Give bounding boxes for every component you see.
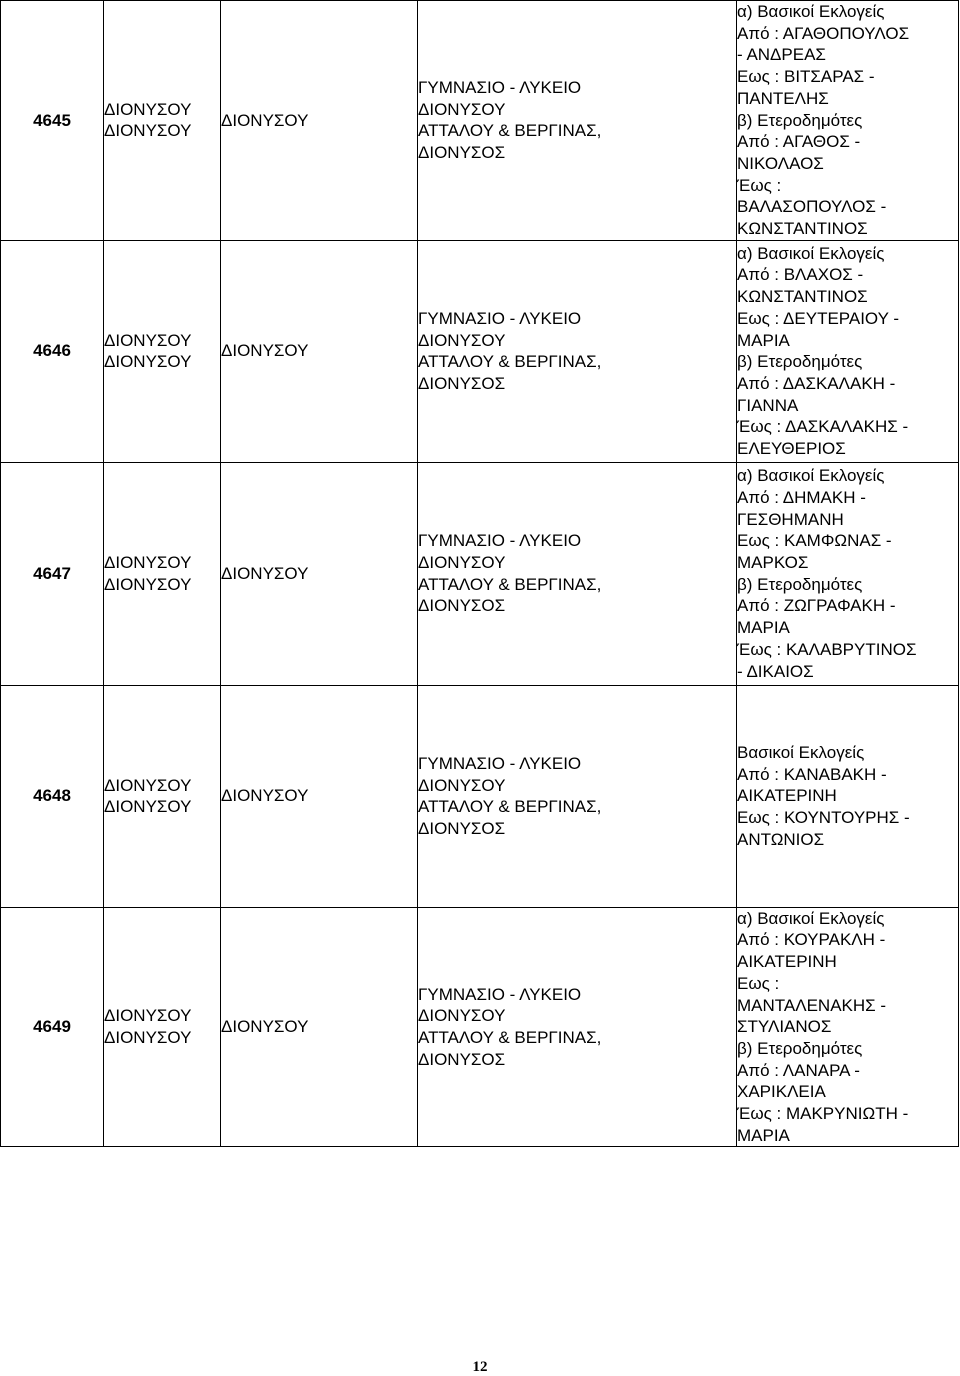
voter-range-cell-line: β) Ετεροδημότες bbox=[737, 352, 863, 372]
voter-range-cell bbox=[737, 907, 959, 1147]
voter-range-cell-line: α) Βασικοί Εκλογείς bbox=[737, 908, 885, 928]
school-address-cell-line: ΔΙΟΝΥΣΟΥ bbox=[418, 330, 506, 350]
municipal-unit-cell: ΔΙΟΝΥΣΟΥ bbox=[221, 240, 418, 462]
voter-range-cell-line: Από : ΚΟΥΡΑΚΛΗ - bbox=[737, 930, 886, 950]
voter-range-cell-line: Εως : ΚΑΜΦΩΝΑΣ - bbox=[737, 531, 892, 551]
voter-range-cell-line: α) Βασικοί Εκλογείς bbox=[737, 243, 885, 263]
school-address-cell bbox=[418, 240, 737, 462]
school-address-cell-line: ΔΙΟΝΥΣΟΥ bbox=[418, 1006, 506, 1026]
school-address-cell-line: ΔΙΟΝΥΣΟΣ bbox=[418, 143, 506, 163]
school-address-cell-line: ΑΤΤΑΛΟΥ & ΒΕΡΓΙΝΑΣ, bbox=[418, 121, 602, 141]
school-address-cell-line: ΓΥΜΝΑΣΙΟ - ΛΥΚΕΙΟ bbox=[418, 308, 582, 328]
voter-range-cell-line: ΠΑΝΤΕΛΗΣ bbox=[737, 88, 829, 108]
school-address-cell bbox=[418, 1, 737, 241]
voter-range-cell-line: β) Ετεροδημότες bbox=[737, 1038, 863, 1058]
voter-range-cell-line: Βασικοί Εκλογείς bbox=[737, 742, 865, 762]
voter-range-cell-line: ΜΑΡΚΟΣ bbox=[737, 553, 809, 573]
school-address-cell-line: ΔΙΟΝΥΣΟΣ bbox=[418, 1049, 506, 1069]
station-number: 4648 bbox=[1, 685, 104, 907]
table-row bbox=[1, 462, 959, 685]
school-address-cell-line: ΓΥΜΝΑΣΙΟ - ΛΥΚΕΙΟ bbox=[418, 77, 582, 97]
school-address-cell-line: ΔΙΟΝΥΣΟΣ bbox=[418, 596, 506, 616]
voter-range-cell-line: ΧΑΡΙΚΛΕΙΑ bbox=[737, 1082, 826, 1102]
voter-range-cell-line: - ΔΙΚΑΙΟΣ bbox=[737, 661, 814, 681]
station-number: 4647 bbox=[1, 462, 104, 685]
voter-range-cell-line: Από : ΔΑΣΚΑΛΑΚΗ - bbox=[737, 373, 896, 393]
school-address-cell-line: ΔΙΟΝΥΣΟΥ bbox=[418, 99, 506, 119]
voter-range-cell-line: α) Βασικοί Εκλογείς bbox=[737, 2, 885, 21]
voter-range-cell bbox=[737, 685, 959, 907]
voter-range-cell-line: ΒΑΛΑΣΟΠΟΥΛΟΣ - bbox=[737, 197, 887, 217]
table-row bbox=[1, 1, 959, 241]
voter-range-cell-line: Εως : ΚΟΥΝΤΟΥΡΗΣ - bbox=[737, 808, 910, 828]
voter-range-cell-line: Έως : bbox=[737, 175, 782, 195]
school-address-cell-line: ΔΙΟΝΥΣΟΣ bbox=[418, 818, 506, 838]
table-row bbox=[1, 685, 959, 907]
school-address-cell-line: ΓΥΜΝΑΣΙΟ - ΛΥΚΕΙΟ bbox=[418, 531, 582, 551]
station-number: 4646 bbox=[1, 240, 104, 462]
municipal-unit-cell: ΔΙΟΝΥΣΟΥ bbox=[221, 1, 418, 241]
municipality-cell-line: ΔΙΟΝΥΣΟΥ bbox=[104, 352, 192, 372]
voter-range-cell-line: ΕΛΕΥΘΕΡΙΟΣ bbox=[737, 439, 846, 459]
voter-range-cell-line: Από : ΑΓΑΘΟΠΟΥΛΟΣ bbox=[737, 23, 910, 43]
municipality-cell-line: ΔΙΟΝΥΣΟΥ bbox=[104, 775, 192, 795]
page-number: 12 bbox=[472, 1359, 488, 1375]
station-number: 4645 bbox=[1, 1, 104, 241]
voter-range-cell-line: α) Βασικοί Εκλογείς bbox=[737, 466, 885, 486]
school-address-cell-line: ΔΙΟΝΥΣΟΥ bbox=[418, 553, 506, 573]
municipality-cell-line: ΔΙΟΝΥΣΟΥ bbox=[104, 99, 192, 119]
voter-range-cell-line: Από : ΒΛΑΧΟΣ - bbox=[737, 265, 864, 285]
voter-range-cell bbox=[737, 240, 959, 462]
municipality-cell-line: ΔΙΟΝΥΣΟΥ bbox=[104, 1028, 192, 1048]
school-address-cell-line: ΓΥΜΝΑΣΙΟ - ΛΥΚΕΙΟ bbox=[418, 984, 582, 1004]
municipality-cell bbox=[104, 1, 221, 241]
school-address-cell-line: ΑΤΤΑΛΟΥ & ΒΕΡΓΙΝΑΣ, bbox=[418, 352, 602, 372]
voter-range-cell-line: ΑΙΚΑΤΕΡΙΝΗ bbox=[737, 952, 837, 972]
voter-range-cell-line: Εως : bbox=[737, 973, 780, 993]
voter-range-cell-line: Από : ΛΑΝΑΡΑ - bbox=[737, 1060, 860, 1080]
municipality-cell-line: ΔΙΟΝΥΣΟΥ bbox=[104, 1006, 192, 1026]
municipal-unit-cell: ΔΙΟΝΥΣΟΥ bbox=[221, 907, 418, 1147]
station-number: 4649 bbox=[1, 907, 104, 1147]
school-address-cell-line: ΑΤΤΑΛΟΥ & ΒΕΡΓΙΝΑΣ, bbox=[418, 797, 602, 817]
municipality-cell-line: ΔΙΟΝΥΣΟΥ bbox=[104, 574, 192, 594]
voter-range-cell-line: ΚΩΝΣΤΑΝΤΙΝΟΣ bbox=[737, 219, 868, 239]
voter-range-cell-line: Από : ΑΓΑΘΟΣ - bbox=[737, 132, 861, 152]
voter-range-cell-line: - ΑΝΔΡΕΑΣ bbox=[737, 45, 826, 65]
school-address-cell-line: ΔΙΟΝΥΣΟΥ bbox=[418, 775, 506, 795]
voter-range-cell-line: ΓΕΣΘΗΜΑΝΗ bbox=[737, 509, 844, 529]
voter-range-cell-line: ΜΑΡΙΑ bbox=[737, 330, 790, 350]
school-address-cell bbox=[418, 907, 737, 1147]
voter-range-cell-line: β) Ετεροδημότες bbox=[737, 574, 863, 594]
school-address-cell-line: ΔΙΟΝΥΣΟΣ bbox=[418, 373, 506, 393]
school-address-cell bbox=[418, 685, 737, 907]
municipality-cell bbox=[104, 685, 221, 907]
voter-range-cell-line: ΣΤΥΛΙΑΝΟΣ bbox=[737, 1017, 832, 1037]
municipality-cell-line: ΔΙΟΝΥΣΟΥ bbox=[104, 797, 192, 817]
voter-range-cell-line: Από : ΖΩΓΡΑΦΑΚΗ - bbox=[737, 596, 896, 616]
voter-range-cell bbox=[737, 1, 959, 241]
voter-range-cell-line: ΜΑΝΤΑΛΕΝΑΚΗΣ - bbox=[737, 995, 887, 1015]
voter-range-cell-line: Έως : ΜΑΚΡΥΝΙΩΤΗ - bbox=[737, 1104, 909, 1124]
voter-range-cell-line: Από : ΔΗΜΑΚΗ - bbox=[737, 487, 866, 507]
voter-range-cell-line: ΚΩΝΣΤΑΝΤΙΝΟΣ bbox=[737, 287, 868, 307]
school-address-cell-line: ΑΤΤΑΛΟΥ & ΒΕΡΓΙΝΑΣ, bbox=[418, 574, 602, 594]
school-address-cell-line: ΓΥΜΝΑΣΙΟ - ΛΥΚΕΙΟ bbox=[418, 753, 582, 773]
municipality-cell bbox=[104, 907, 221, 1147]
municipality-cell-line: ΔΙΟΝΥΣΟΥ bbox=[104, 121, 192, 141]
municipal-unit-cell: ΔΙΟΝΥΣΟΥ bbox=[221, 462, 418, 685]
voter-range-cell-line: Εως : ΒΙΤΣΑΡΑΣ - bbox=[737, 67, 875, 87]
voter-range-cell-line: ΑΙΚΑΤΕΡΙΝΗ bbox=[737, 786, 837, 806]
school-address-cell-line: ΑΤΤΑΛΟΥ & ΒΕΡΓΙΝΑΣ, bbox=[418, 1028, 602, 1048]
municipal-unit-cell: ΔΙΟΝΥΣΟΥ bbox=[221, 685, 418, 907]
school-address-cell bbox=[418, 462, 737, 685]
voter-range-cell-line: ΜΑΡΙΑ bbox=[737, 618, 790, 638]
municipality-cell bbox=[104, 240, 221, 462]
voter-range-cell bbox=[737, 462, 959, 685]
table-row bbox=[1, 240, 959, 462]
municipality-cell-line: ΔΙΟΝΥΣΟΥ bbox=[104, 330, 192, 350]
voter-range-cell-line: β) Ετεροδημότες bbox=[737, 110, 863, 130]
voter-range-cell-line: Έως : ΔΑΣΚΑΛΑΚΗΣ - bbox=[737, 417, 909, 437]
voter-range-cell-line: Εως : ΔΕΥΤΕΡΑΙΟΥ - bbox=[737, 308, 900, 328]
voter-range-cell-line: Έως : ΚΑΛΑΒΡΥΤΙΝΟΣ bbox=[737, 639, 917, 659]
voter-range-cell-line: Από : ΚΑΝΑΒΑΚΗ - bbox=[737, 764, 887, 784]
municipality-cell-line: ΔΙΟΝΥΣΟΥ bbox=[104, 553, 192, 573]
municipality-cell bbox=[104, 462, 221, 685]
voter-range-cell-line: ΑΝΤΩΝΙΟΣ bbox=[737, 829, 825, 849]
voter-range-cell-line: ΝΙΚΟΛΑΟΣ bbox=[737, 153, 824, 173]
voter-range-cell-line: ΓΙΑΝΝΑ bbox=[737, 395, 799, 415]
table-row bbox=[1, 907, 959, 1147]
table-body bbox=[1, 1, 959, 1147]
voter-range-cell-line: ΜΑΡΙΑ bbox=[737, 1125, 790, 1145]
